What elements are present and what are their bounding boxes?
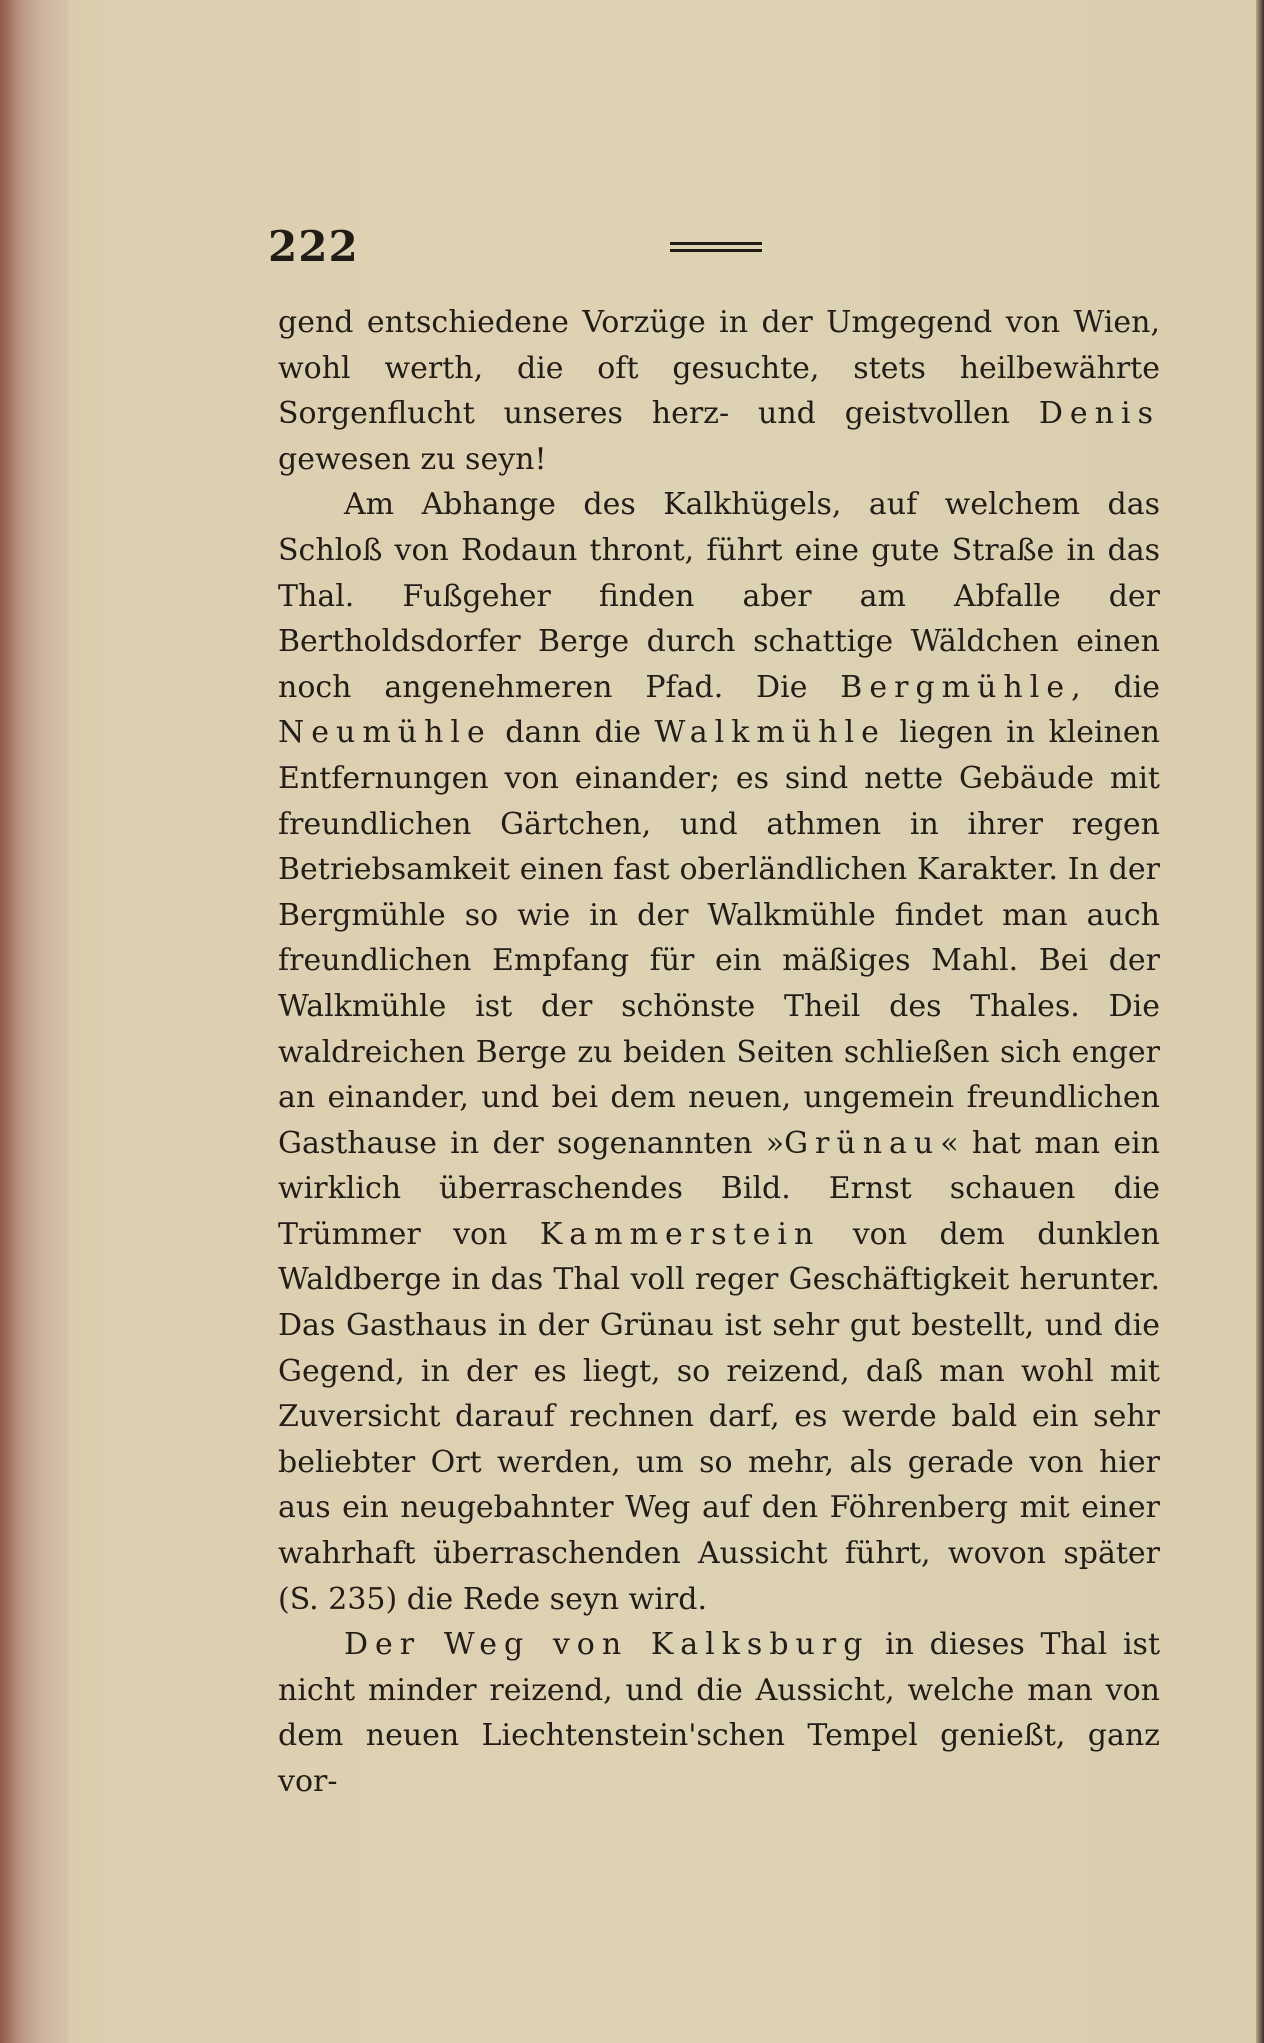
paragraph-kalksburg (278, 1622, 1160, 1804)
spaced-phrase-kalksburg: Der Weg von Kalksburg (344, 1627, 870, 1663)
text-segment: gewesen zu seyn! (278, 441, 547, 477)
paragraph-continuation (278, 300, 1160, 482)
spaced-name-neumuehle: Neumühle (278, 715, 492, 751)
body-text (278, 300, 1160, 1805)
page-right-edge (1256, 0, 1264, 2043)
paragraph-rodaun (278, 482, 1160, 1622)
spaced-name-walkmuehle: Walkmühle (654, 715, 886, 751)
book-spine-edge (0, 0, 68, 2043)
text-segment: von dem dunklen Waldberge in das Thal voll reger Geschäftigkeit herunter. Das Gasthaus in der Grünau ist sehr gut bestellt, und die Gegend, in der es liegt, so reizend, daß man wohl mit Zuversicht darauf rechnen darf, es werde bald ein sehr beliebter Ort werden, um so mehr, als gerade von hier aus ein neugebahnter Weg auf den Föhrenberg mit einer wahrhaft überraschenden Aussicht führt, wovon später (S. 235) die Rede seyn wird. (278, 1216, 1160, 1617)
text-segment: liegen in kleinen Entfernungen von einander; es sind nette Gebäude mit freundlichen Gärtchen, und athmen in ihrer regen Betriebsamkeit einen fast oberländlichen Karakter. In der Bergmühle so wie in der Walkmühle findet man auch freundlichen Empfang für ein mäßiges Mahl. Bei der Walkmühle ist der schönste Theil des Thales. Die waldreichen Berge zu beiden Seiten schließen sich enger an einander, und bei dem neuen, ungemein freundlichen Gasthause in der sogenannten » (278, 715, 1160, 1161)
page-number: 222 (268, 222, 359, 271)
spaced-name-kammerstein: Kammerstein (539, 1216, 821, 1252)
spaced-name-bergmuehle: Bergmühle (840, 669, 1072, 705)
spaced-name-denis: Denis (1038, 396, 1160, 432)
header-rule (670, 242, 762, 254)
text-segment: Am Abhange des Kalkhügels, auf welchem das Schloß von Rodaun thront, führt eine gute Straße in das Thal. Fußgeher finden aber am Abfalle der Bertholdsdorfer Berge durch schattige Wäldchen einen noch angenehmeren Pfad. Die (278, 487, 1160, 705)
text-segment: in dieses Thal ist nicht minder reizend, und die Aussicht, welche man von dem neuen Liechtenstein'schen Tempel genießt, ganz vor- (278, 1627, 1160, 1799)
text-segment: « hat man ein wirklich überraschendes Bild. Ernst schauen die Trümmer von (278, 1125, 1160, 1252)
spaced-name-gruenau: Grünau (784, 1125, 941, 1161)
text-segment: dann die (491, 715, 655, 751)
text-segment: , die (1071, 669, 1161, 705)
text-segment: gend entschiedene Vorzüge in der Umgegend von Wien, wohl werth, die oft gesuchte, stets heilbewährte Sorgenflucht unseres herz- und geistvollen (278, 305, 1160, 432)
